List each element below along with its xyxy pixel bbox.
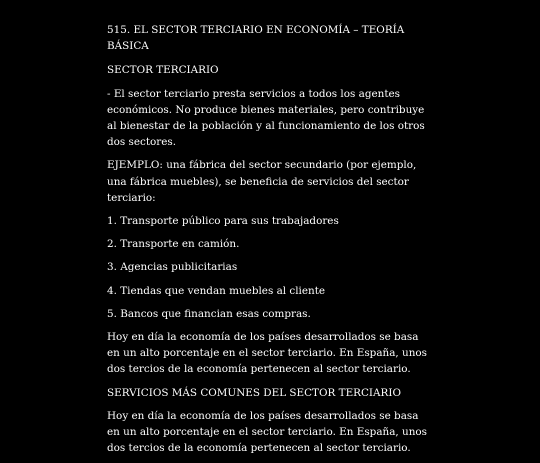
economy-paragraph: Hoy en día la economía de los países desarrollados se basa en un alto porcentaje en el sector terciario. En España, unos dos tercios de la economía pertenecen al sector terciario. — [107, 331, 427, 376]
list-item: 3. Agencias publicitarias — [107, 261, 238, 274]
example-paragraph: EJEMPLO: una fábrica del sector secundario (por ejemplo, una fábrica muebles), se beneficia de servicios del sector terciario: — [107, 159, 417, 204]
economy-paragraph-repeat: Hoy en día la economía de los países desarrollados se basa en un alto porcentaje en el sector terciario. En España, unos dos tercios de la economía pertenecen al sector terciario. — [107, 409, 427, 455]
section-heading-servicios: SERVICIOS MÁS COMUNES DEL SECTOR TERCIARIO — [107, 386, 401, 399]
section-heading-sector-terciario: SECTOR TERCIARIO — [107, 64, 219, 77]
document-page — [107, 22, 432, 463]
list-item: 1. Transporte público para sus trabajadores — [107, 215, 339, 228]
intro-paragraph: - El sector terciario presta servicios a todos los agentes económicos. No produce bienes materiales, pero contribuye al bienestar de la población y al funcionamiento de los otros dos sectores. — [107, 87, 425, 149]
list-item: 4. Tiendas que vendan muebles al cliente — [107, 284, 326, 297]
list-item: 2. Transporte en camión. — [107, 238, 240, 251]
list-item: 5. Bancos que financian esas compras. — [107, 307, 311, 320]
document-title: 515. EL SECTOR TERCIARIO EN ECONOMÍA – TEORÍA BÁSICA — [107, 24, 405, 53]
